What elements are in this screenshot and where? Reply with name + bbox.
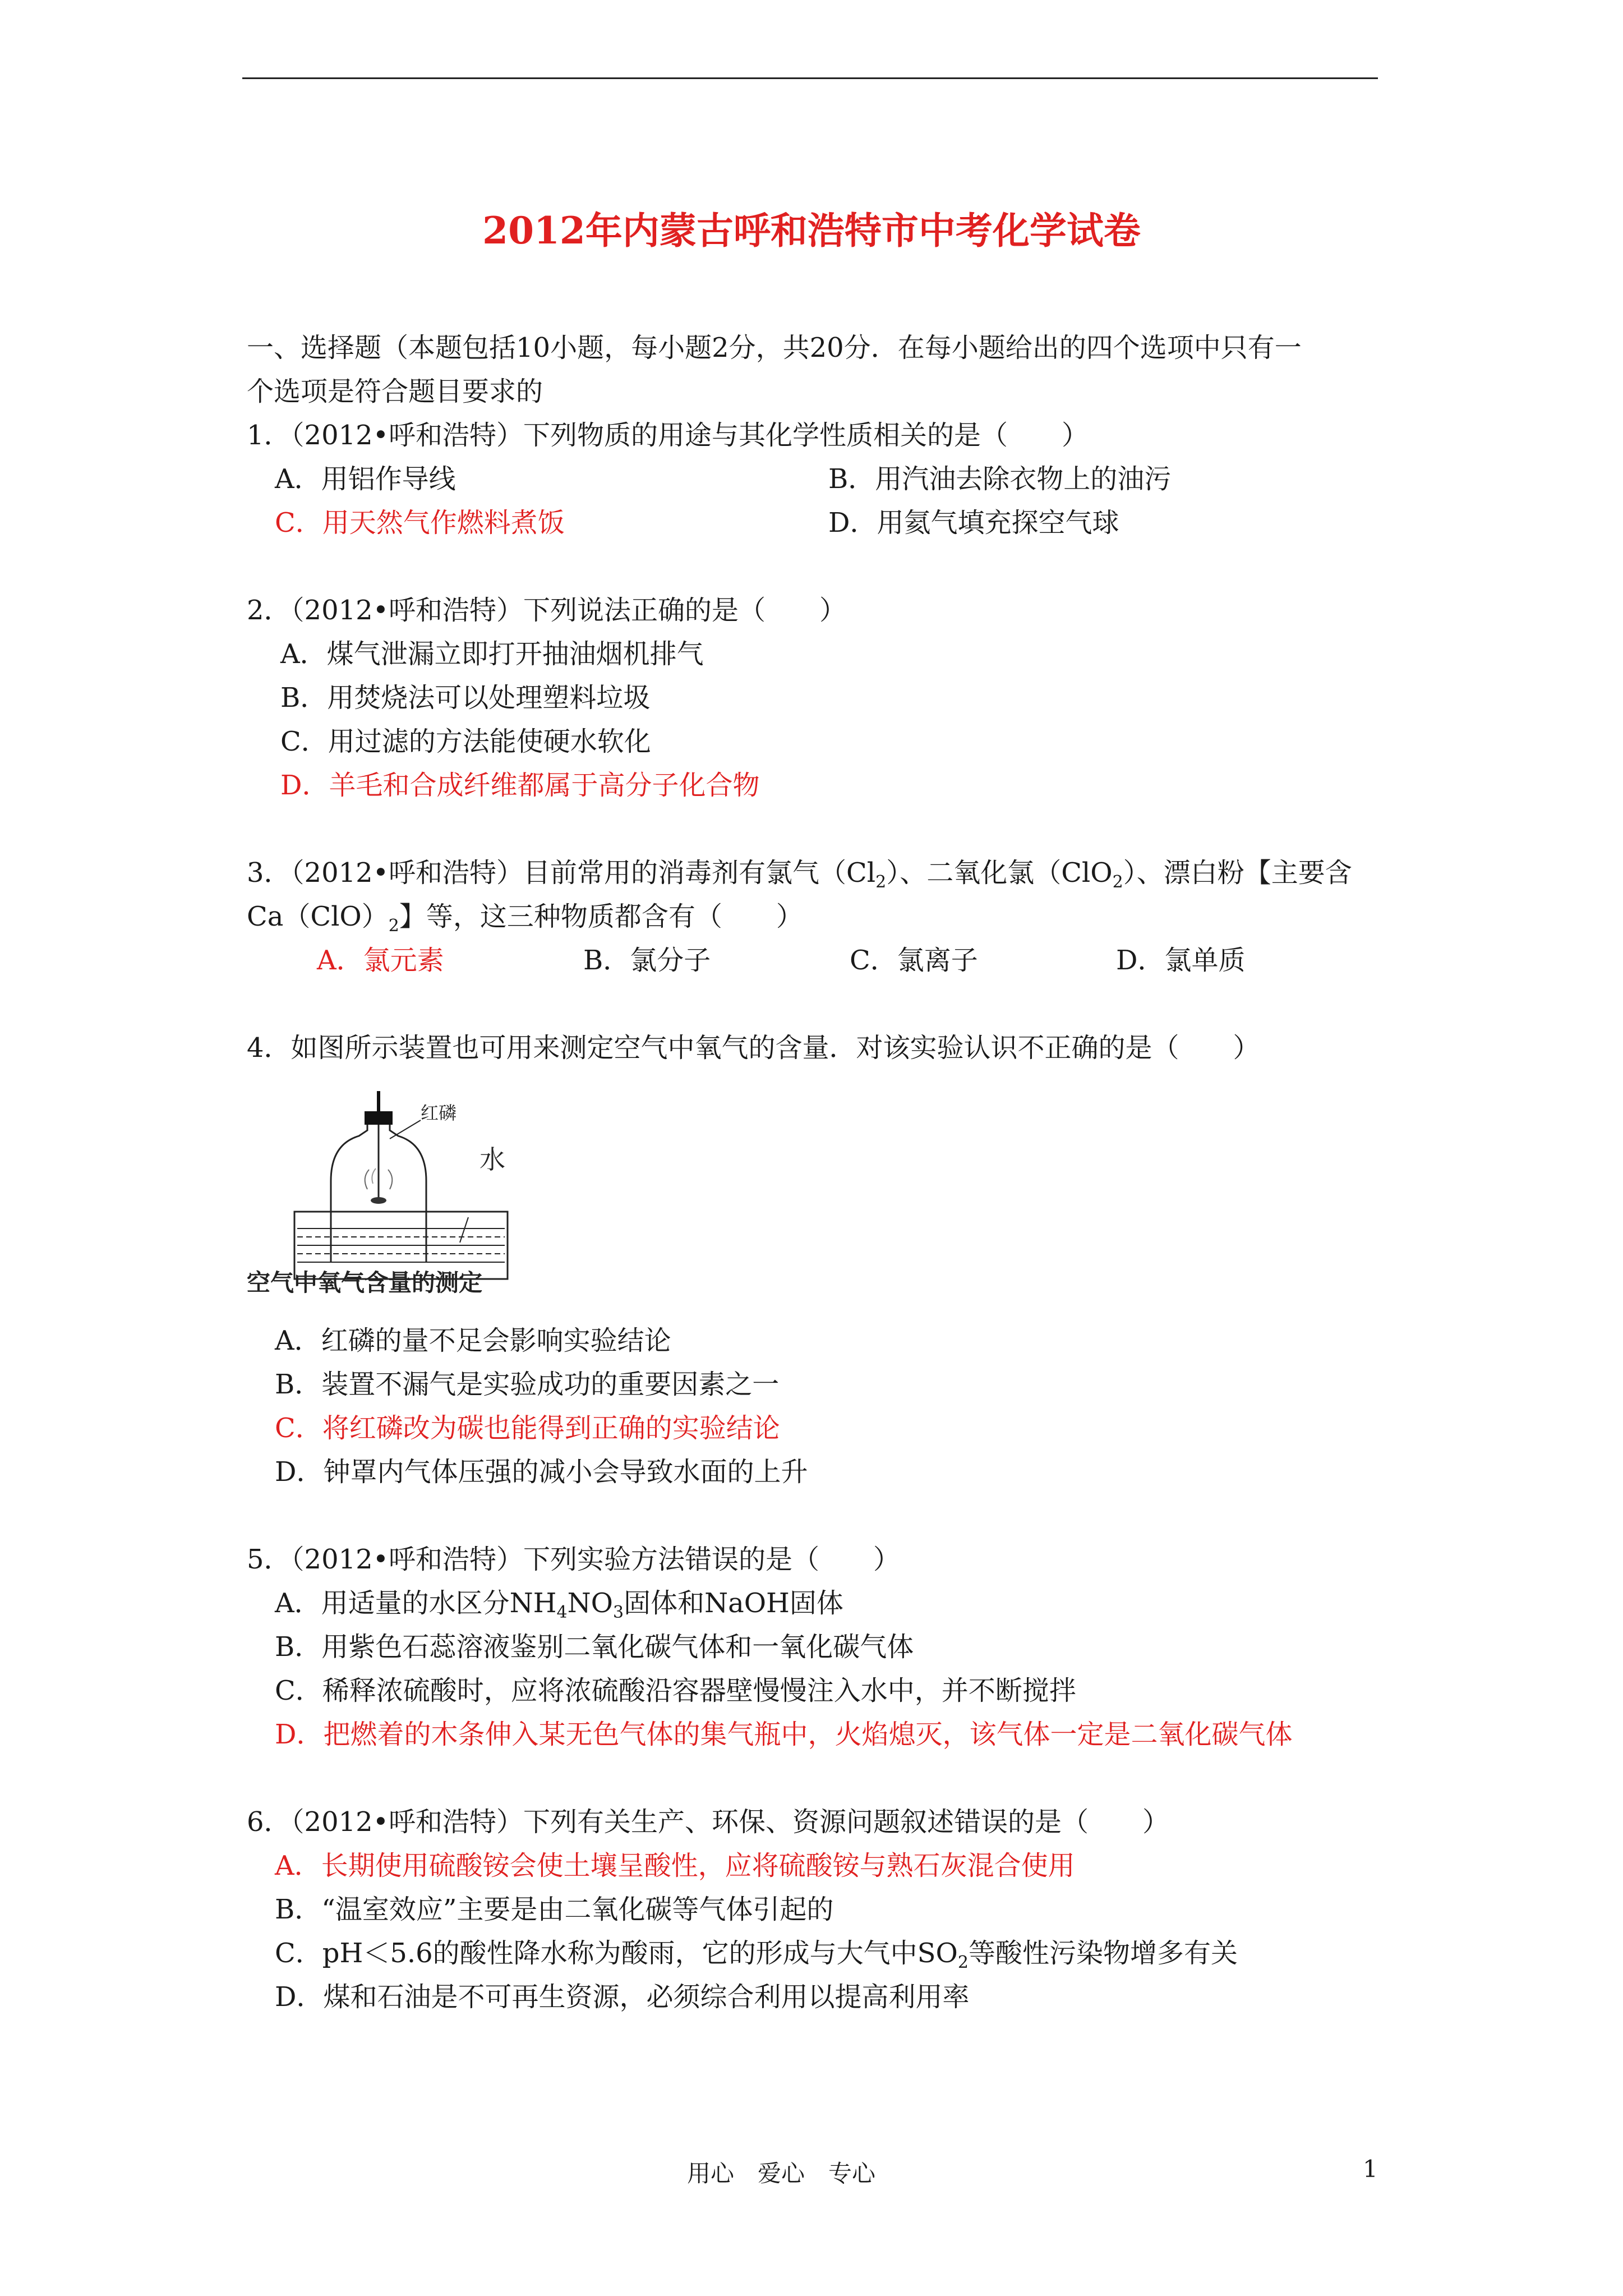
q5-a-subscript1: 4 [556, 1603, 568, 1622]
q1-stem: 1．（2012•呼和浩特）下列物质的用途与其化学性质相关的是（ ） [247, 420, 1089, 451]
q5-option-b: B．用紫色石蕊溶液鉴别二氧化碳气体和一氧化碳气体 [275, 1631, 914, 1663]
q5-option-d-answer: D．把燃着的木条伸入某无色气体的集气瓶中，火焰熄灭，该气体一定是二氧化碳气体 [275, 1719, 1293, 1750]
page-title: 2012年内蒙古呼和浩特市中考化学试卷 [482, 209, 1141, 252]
q6-c-text2: 等酸性污染物增多有关 [968, 1938, 1238, 1969]
q3-stem2-text1: Ca（ClO） [247, 901, 389, 932]
q1-option-c-answer: C．用天然气作燃料煮饭 [275, 507, 565, 539]
q3-option-c: C．氯离子 [850, 945, 978, 976]
q3-option-b: B．氯分子 [583, 945, 711, 976]
q5-option-a [275, 1586, 843, 1620]
section-heading-line2: 个选项是符合题目要求的 [247, 376, 543, 407]
q6-option-c [275, 1936, 1238, 1970]
q4-option-a: A．红磷的量不足会影响实验结论 [275, 1325, 671, 1356]
q6-option-a-answer: A．长期使用硫酸铵会使土壤呈酸性，应将硫酸铵与熟石灰混合使用 [275, 1850, 1075, 1881]
q2-option-c: C．用过滤的方法能使硬水软化 [280, 726, 651, 757]
q6-c-text1: C．pH＜5.6的酸性降水称为酸雨，它的形成与大气中SO [275, 1938, 958, 1969]
q3-stem-line1 [247, 856, 1352, 890]
q1-option-d: D．用氦气填充探空气球 [828, 507, 1119, 539]
q3-subscript2: 2 [1112, 872, 1123, 892]
q1-option-b: B．用汽油去除衣物上的油污 [828, 463, 1172, 495]
q3-option-d: D．氯单质 [1116, 945, 1246, 976]
q3-stem-text2: ）、二氧化氯（ClO [886, 857, 1113, 889]
q3-stem2-subscript: 2 [388, 916, 399, 936]
q5-a-text3: 固体和NaOH固体 [624, 1588, 843, 1619]
q3-stem-line2 [247, 900, 803, 936]
q5-a-text2: NO [567, 1588, 613, 1619]
section-heading-line1: 一、选择题（本题包括10小题，每小题2分，共20分．在每小题给出的四个选项中只有一 [247, 332, 1302, 364]
q6-option-b: B．“温室效应”主要是由二氧化碳等气体引起的 [275, 1894, 834, 1925]
figure-label-water: 水 [479, 1144, 505, 1175]
q2-option-a: A．煤气泄漏立即打开抽油烟机排气 [280, 638, 704, 670]
footer-motto: 用心 爱心 专心 [687, 2160, 876, 2187]
q3-stem-text1: 3．（2012•呼和浩特）目前常用的消毒剂有氯气（Cl [247, 857, 876, 889]
q6-c-subscript: 2 [957, 1953, 969, 1972]
q3-stem2-text2: 】等，这三种物质都含有（ ） [399, 901, 803, 932]
q4-option-d: D．钟罩内气体压强的减小会导致水面的上升 [275, 1456, 808, 1488]
q3-option-a-answer: A．氯元素 [317, 945, 444, 976]
q6-stem: 6．（2012•呼和浩特）下列有关生产、环保、资源问题叙述错误的是（ ） [247, 1806, 1170, 1838]
figure-caption: 空气中氧气含量的测定 [247, 1269, 483, 1296]
q2-option-b: B．用焚烧法可以处理塑料垃圾 [280, 682, 651, 714]
q5-a-subscript2: 3 [612, 1603, 624, 1622]
q5-a-text1: A．用适量的水区分NH [275, 1588, 557, 1619]
q2-stem: 2．（2012•呼和浩特）下列说法正确的是（ ） [247, 595, 847, 626]
q4-stem: 4．如图所示装置也可用来测定空气中氧气的含量．对该实验认识不正确的是（ ） [247, 1032, 1260, 1064]
q4-option-b: B．装置不漏气是实验成功的重要因素之一 [275, 1369, 780, 1400]
figure-label-phosphorus: 红磷 [421, 1102, 457, 1124]
q2-option-d-answer: D．羊毛和合成纤维都属于高分子化合物 [280, 770, 760, 801]
q5-option-c: C．稀释浓硫酸时，应将浓硫酸沿容器壁慢慢注入水中，并不断搅拌 [275, 1675, 1076, 1706]
q5-stem: 5．（2012•呼和浩特）下列实验方法错误的是（ ） [247, 1544, 901, 1575]
q1-option-a: A．用铝作导线 [275, 463, 456, 495]
page-number: 1 [1363, 2155, 1378, 2183]
q4-option-c-answer: C．将红磷改为碳也能得到正确的实验结论 [275, 1412, 780, 1444]
header-rule [242, 77, 1378, 79]
q3-subscript1: 2 [875, 872, 887, 892]
q3-stem-text3: ）、漂白粉【主要含 [1123, 857, 1352, 889]
q6-option-d: D．煤和石油是不可再生资源，必须综合利用以提高利用率 [275, 1981, 970, 2013]
